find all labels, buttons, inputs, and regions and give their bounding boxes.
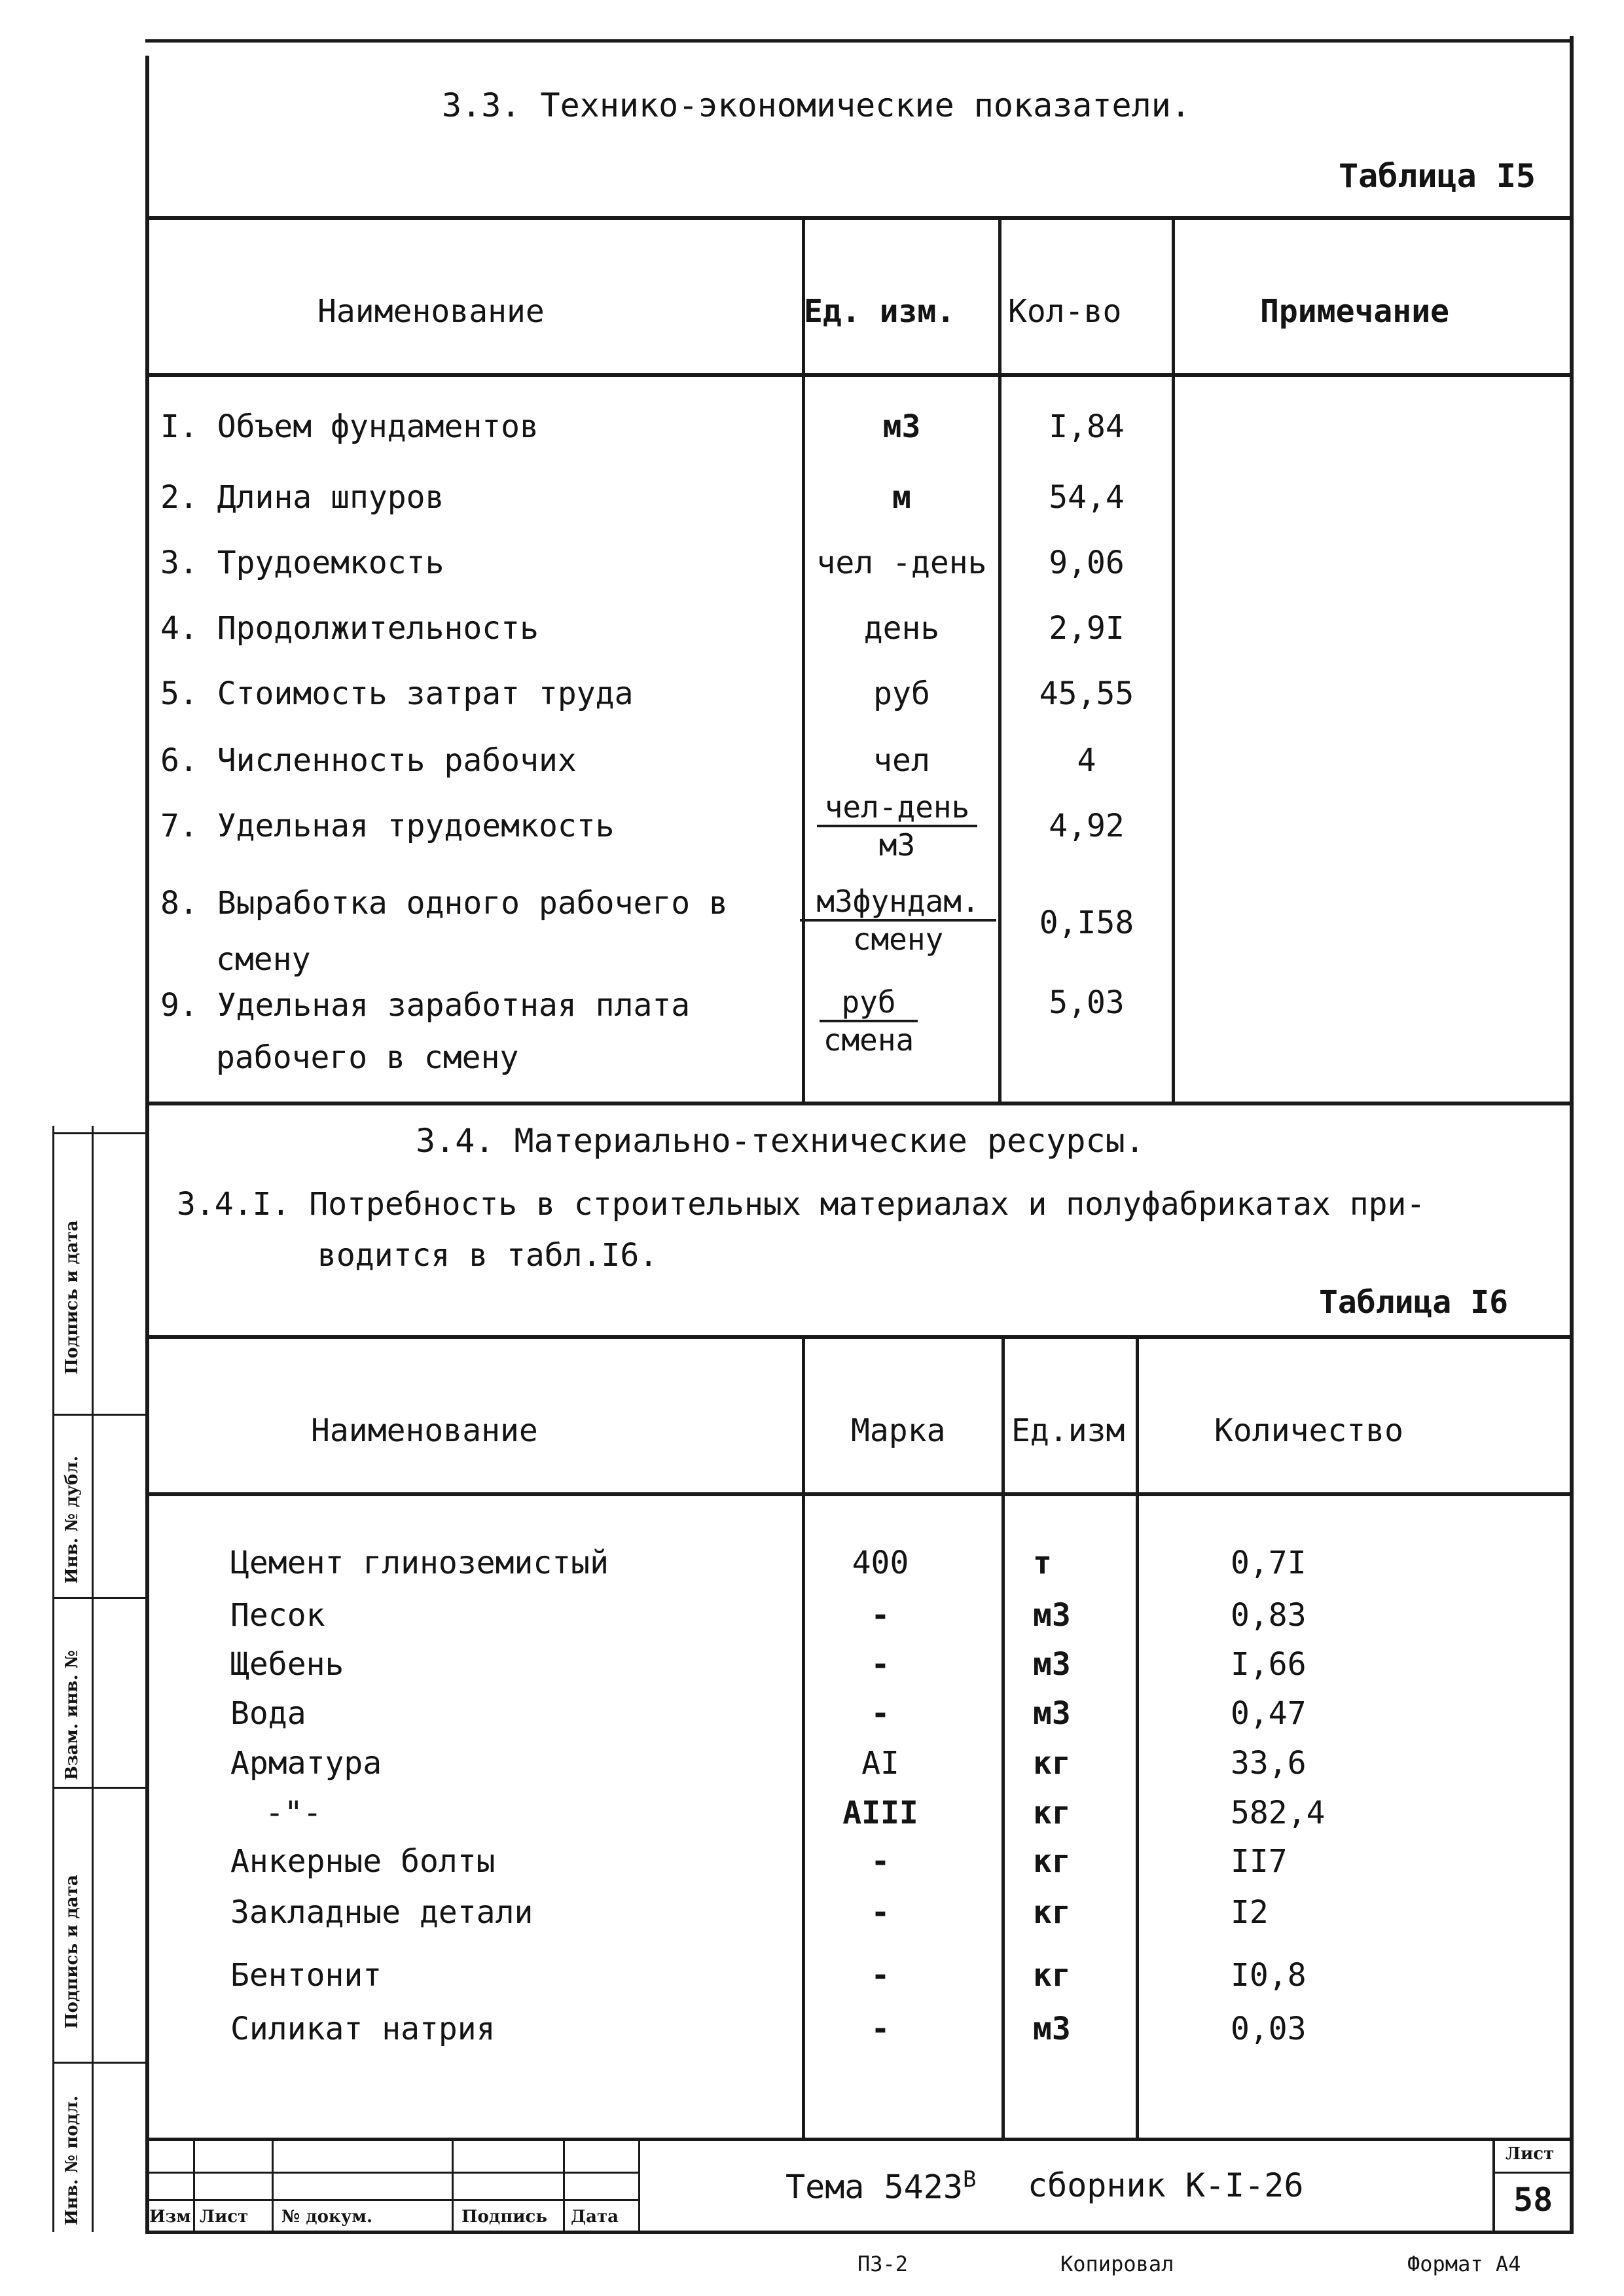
t16-row-mark: AIII [842,1795,918,1831]
tb-sheet-left [1492,2139,1495,2232]
tb-col-list: Лист [200,2207,249,2227]
sheet-label: Лист [1506,2144,1555,2164]
t16-row-qty: I,66 [1231,1646,1307,1683]
t15-row-qty: 45,55 [1039,675,1134,712]
t15-row-unit: м3 [882,408,921,445]
theme-superscript: В [962,2166,977,2193]
side-stamp-replace-inv: Взам. инв. № [62,1650,82,1780]
footer-right: Формат А4 [1407,2251,1521,2276]
t15-row-unit: чел -день [816,545,987,581]
t16-row-unit: т [1033,1545,1052,1581]
t15-col1 [802,216,805,1103]
collection-label: сборник К-I-26 [1028,2166,1304,2204]
t15-row-unit-fraction [800,884,996,957]
t15-unit-numerator: м3фундам. [800,884,996,922]
t16-row-mark: - [871,1957,890,1994]
t16-row-unit: кг [1033,1795,1071,1831]
t16-row-mark: - [871,1695,890,1732]
side-h2 [52,1414,147,1416]
t16-row-name: Закладные детали [230,1894,533,1931]
t16-row-unit: кг [1033,1843,1071,1880]
t16-row-name: Щебень [230,1646,344,1683]
t15-row-name: 9. Удельная заработная плата [160,987,691,1024]
section-34-para-line1: 3.4.I. Потребность в строительных материалах и полуфабрикатах при- [177,1186,1426,1223]
t15-row-qty: 0,I58 [1039,905,1134,941]
section-33-title: 3.3. Технико-экономические показатели. [442,86,1191,124]
t15-row-name: 3. Трудоемкость [160,545,444,581]
theme-label [785,2166,976,2206]
t15-unit-denominator: м3 [878,827,916,863]
t16-row-qty: 0,83 [1231,1597,1307,1634]
t15-header-note: Примечание [1260,293,1449,330]
frame-bottom [145,2231,1574,2234]
tb-col-sign: Подпись [461,2207,548,2227]
t15-row-name: 7. Удельная трудоемкость [160,808,615,844]
t16-row-unit: м3 [1033,1597,1071,1634]
t16-row-unit: м3 [1033,1695,1071,1732]
t16-col1 [802,1335,805,2139]
t15-col2 [998,216,1001,1103]
t16-row-qty: 582,4 [1231,1795,1326,1831]
t15-row-name-cont: рабочего в смену [216,1039,519,1076]
side-col-left [52,1126,54,2232]
t16-top-rule [145,1335,1574,1339]
t16-header-mark: Марка [851,1412,946,1449]
t16-col3 [1136,1335,1139,2139]
t15-row-unit-fraction [817,789,977,863]
t15-row-name: 8. Выработка одного рабочего в [160,885,728,922]
side-stamp-sign-date-2: Подпись и дата [62,1874,82,2029]
tb-sheet-mid [1494,2172,1572,2174]
frame-left [145,56,149,2232]
t16-row-unit: кг [1033,1745,1071,1782]
table-15-label: Таблица I5 [1339,157,1536,195]
t15-bottom-rule [145,1102,1574,1105]
t15-row-qty: I,84 [1049,408,1125,445]
t16-header-rule [145,1492,1574,1496]
t16-row-name: -"- [265,1795,322,1831]
t15-row-unit: день [863,610,940,647]
side-h1 [52,1132,147,1134]
t15-unit-numerator: руб [820,984,918,1022]
t16-row-name: Вода [230,1695,306,1732]
t16-row-qty: 0,47 [1231,1695,1307,1732]
t15-row-qty: 4 [1077,742,1096,779]
t15-col3 [1172,216,1175,1103]
side-stamp-dup-inv: Инв. № дубл. [62,1456,82,1584]
section-34-para-line2: водится в табл.I6. [317,1237,659,1274]
tb-col-doc: № докум. [281,2207,373,2227]
t15-row-qty: 54,4 [1049,479,1125,516]
footer-left: ПЗ-2 [857,2251,909,2276]
tb-v5 [638,2139,640,2232]
table-16-label: Таблица I6 [1319,1284,1508,1321]
tb-col-izm: Изм [149,2207,191,2227]
t16-row-name: Бентонит [230,1957,382,1994]
sheet-number: 58 [1513,2181,1553,2219]
t15-header-name: Наименование [317,293,545,330]
tb-v3 [452,2139,454,2232]
t16-row-name: Арматура [230,1745,382,1782]
t16-row-unit: м3 [1033,2011,1071,2047]
section-34-title: 3.4. Материально-технические ресурсы. [416,1122,1145,1160]
t16-row-name: Силикат натрия [230,2011,496,2047]
t15-unit-numerator: чел-день [817,789,977,827]
tb-v1 [193,2139,195,2232]
t15-unit-denominator: смена [823,1022,914,1058]
side-col-mid [92,1126,94,2232]
t16-row-qty: 0,03 [1231,2011,1307,2047]
t15-unit-denominator: смену [852,922,944,957]
tb-h1 [147,2172,638,2174]
t16-row-qty: 0,7I [1231,1545,1307,1581]
t15-row-name: 2. Длина шпуров [160,479,444,516]
t15-row-qty: 2,9I [1049,610,1125,647]
t15-row-unit-fraction [820,984,918,1058]
t16-row-mark: - [871,1646,890,1683]
title-block-top-rule [145,2138,1574,2141]
tb-h2 [147,2199,638,2201]
t15-row-qty: 9,06 [1049,545,1125,581]
t15-row-unit: м [892,479,911,516]
t16-row-mark: - [871,1894,890,1931]
t16-row-name: Цемент глиноземистый [230,1545,609,1581]
t16-row-unit: м3 [1033,1646,1071,1683]
side-stamp-orig-inv: Инв. № подл. [62,2095,82,2225]
t16-row-mark: 400 [852,1545,909,1581]
t15-row-unit: руб [873,675,930,712]
t16-row-qty: 33,6 [1231,1745,1307,1782]
tb-v2 [272,2139,274,2232]
t15-row-unit: чел [873,742,930,779]
side-h3 [52,1597,147,1599]
t16-header-name: Наименование [311,1412,538,1449]
t15-row-name: 4. Продолжительность [160,610,539,647]
t16-row-unit: кг [1033,1957,1071,1994]
tb-v4 [563,2139,565,2232]
t16-row-name: Анкерные болты [230,1843,496,1880]
t16-row-mark: AI [861,1745,899,1782]
t15-row-qty: 5,03 [1049,984,1125,1021]
t16-row-mark: - [871,1843,890,1880]
t16-header-unit: Ед.изм [1011,1412,1125,1449]
t15-row-qty: 4,92 [1049,808,1125,844]
t16-header-qty: Количество [1214,1412,1403,1449]
t16-row-name: Песок [230,1597,325,1634]
t15-header-unit: Ед. изм. [804,293,956,330]
t16-row-qty: I2 [1231,1894,1269,1931]
frame-right [1570,36,1574,2232]
t16-row-unit: кг [1033,1894,1071,1931]
footer-mid: Копировал [1060,2251,1174,2276]
t15-header-rule [145,373,1574,377]
side-h4 [52,1787,147,1789]
t16-row-qty: I0,8 [1231,1957,1307,1994]
t15-row-name: I. Объем фундаментов [160,408,539,445]
t16-row-mark: - [871,2011,890,2047]
tb-col-date: Дата [571,2207,619,2227]
t15-row-name: 5. Стоимость затрат труда [160,675,634,712]
side-stamp-sign-date-1: Подпись и дата [62,1220,82,1374]
t15-row-name: 6. Численность рабочих [160,742,577,779]
t16-row-mark: - [871,1597,890,1634]
t16-col2 [1001,1335,1005,2139]
t15-top-rule [145,216,1574,220]
t15-header-qty: Кол-во [1008,293,1122,330]
t16-row-qty: II7 [1231,1843,1288,1880]
theme-text: Тема 5423 [785,2168,963,2206]
side-h5 [52,2062,147,2064]
t15-row-name-cont: смену [216,941,311,978]
frame-top [145,39,1574,43]
